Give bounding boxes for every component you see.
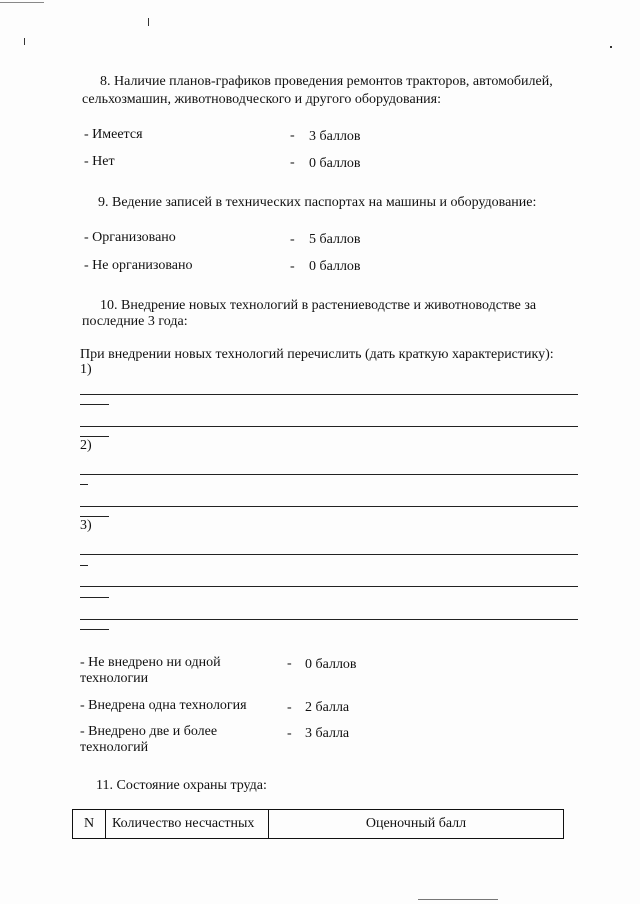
col-score-header: Оценочный балл xyxy=(269,810,564,839)
item9-option-dash: - xyxy=(290,259,295,274)
answer-line[interactable] xyxy=(80,619,578,620)
answer-line-short xyxy=(80,516,109,517)
item10-option-score: 2 балла xyxy=(305,700,350,715)
item9-heading: 9. Ведение записей в технических паспортах на машины и оборудование: xyxy=(98,195,537,210)
item10-heading-line2: последние 3 года: xyxy=(82,314,188,329)
col-accidents-header: Количество несчастных xyxy=(106,810,269,839)
item9-option-label: - Организовано xyxy=(84,230,176,245)
item10-instruction: При внедрении новых технологий перечислить (дать краткую характеристику): xyxy=(80,347,554,362)
item10-heading-line1: 10. Внедрение новых технологий в растениеводстве и животноводстве за xyxy=(100,298,537,313)
item8-option-label: - Нет xyxy=(84,154,115,169)
item9-option-score: 5 баллов xyxy=(309,232,361,247)
item10-option-label-cont: технологий xyxy=(80,740,149,755)
item10-option-label-cont: технологии xyxy=(80,671,149,686)
item8-option-score: 3 баллов xyxy=(309,129,361,144)
col-n-header: N xyxy=(73,810,106,839)
scan-edge-mark xyxy=(418,899,498,900)
item9-option-score: 0 баллов xyxy=(309,259,361,274)
answer-line[interactable] xyxy=(80,426,578,427)
answer-line-short xyxy=(80,597,109,598)
scan-speck xyxy=(24,38,25,45)
entry-number: 1) xyxy=(80,362,92,377)
scan-speck xyxy=(148,18,149,26)
item8-option-dash: - xyxy=(290,155,295,170)
item8-heading-line1: 8. Наличие планов-графиков проведения ремонтов тракторов, автомобилей, xyxy=(100,74,553,89)
item10-option-dash: - xyxy=(287,726,292,741)
answer-line[interactable] xyxy=(80,394,578,395)
item10-option-label: - Внедрена одна технология xyxy=(80,698,247,713)
item10-option-label: - Не внедрено ни одной xyxy=(80,655,221,670)
scan-speck xyxy=(610,46,612,48)
item10-option-score: 3 балла xyxy=(305,726,350,741)
answer-line-short xyxy=(80,436,109,437)
answer-line[interactable] xyxy=(80,506,578,507)
answer-line-short xyxy=(80,629,109,630)
item8-heading-line2: сельхозмашин, животноводческого и другого оборудования: xyxy=(82,92,442,107)
item10-option-dash: - xyxy=(287,700,292,715)
item8-option-score: 0 баллов xyxy=(309,156,361,171)
table-header-row xyxy=(73,810,564,839)
item9-option-dash: - xyxy=(290,232,295,247)
answer-line[interactable] xyxy=(80,474,578,475)
entry-number: 3) xyxy=(80,518,92,533)
answer-line[interactable] xyxy=(80,554,578,555)
answer-line-short xyxy=(80,484,88,485)
item10-option-dash: - xyxy=(287,656,292,671)
item11-heading: 11. Состояние охраны труда: xyxy=(96,778,267,793)
labor-safety-table xyxy=(72,809,564,839)
entry-number: 2) xyxy=(80,438,92,453)
scan-edge-mark xyxy=(0,2,44,3)
answer-line[interactable] xyxy=(80,586,578,587)
answer-line-short xyxy=(80,404,109,405)
item10-option-score: 0 баллов xyxy=(305,657,357,672)
item8-option-dash: - xyxy=(290,128,295,143)
item9-option-label: - Не организовано xyxy=(84,258,193,273)
item8-option-label: - Имеется xyxy=(84,127,143,142)
item10-option-label: - Внедрено две и более xyxy=(80,724,218,739)
answer-line-short xyxy=(80,565,88,566)
